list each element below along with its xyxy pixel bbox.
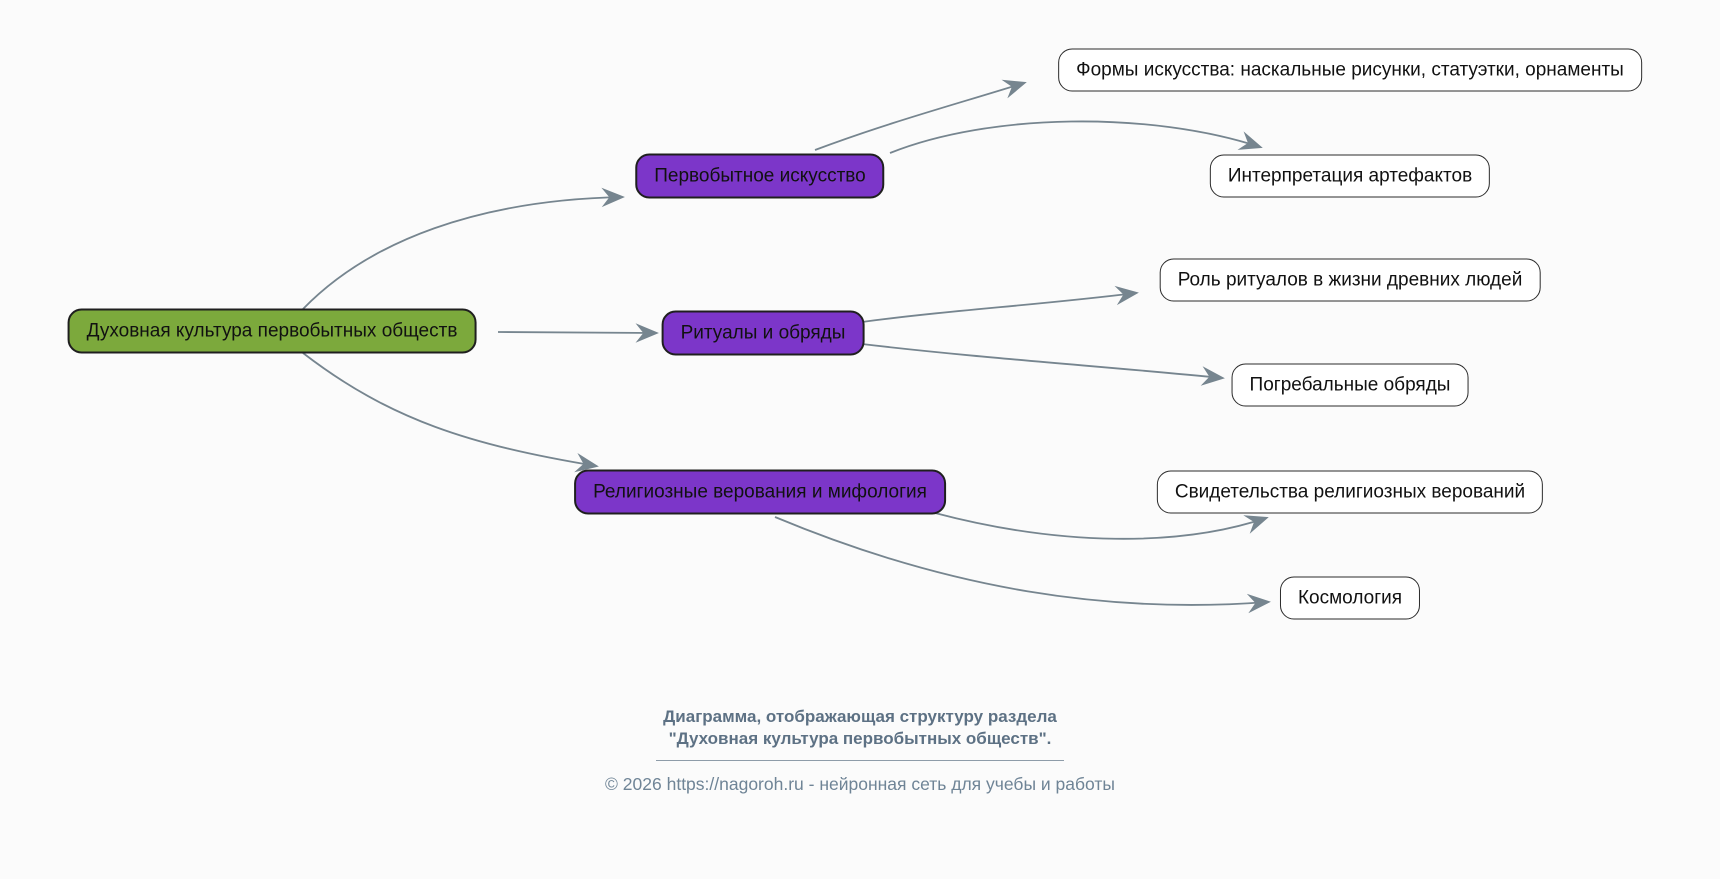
node-religion-cosmology: Космология <box>1280 577 1420 620</box>
caption-line-1: Диаграмма, отображающая структуру раздела <box>663 707 1057 726</box>
edge-religion-evidence <box>935 513 1266 539</box>
caption-block <box>0 706 1720 795</box>
node-art-forms: Формы искусства: наскальные рисунки, статуэтки, орнаменты <box>1058 49 1642 92</box>
edge-root-art <box>303 197 622 309</box>
node-primitive-art: Первобытное искусство <box>635 154 884 199</box>
node-rituals-burial: Погребальные обряды <box>1232 364 1469 407</box>
node-religion: Религиозные верования и мифология <box>574 470 946 515</box>
caption-separator <box>656 760 1064 761</box>
node-root: Духовная культура первобытных обществ <box>68 309 477 354</box>
edge-root-religion <box>303 353 596 466</box>
edge-rituals-role <box>862 293 1136 322</box>
caption-line-2: "Духовная культура первобытных обществ". <box>668 728 1052 748</box>
node-religion-evidence: Свидетельства религиозных верований <box>1157 471 1543 514</box>
edge-rituals-burial <box>862 344 1222 378</box>
node-art-interpretation: Интерпретация артефактов <box>1210 155 1490 198</box>
node-rituals-role: Роль ритуалов в жизни древних людей <box>1160 259 1541 302</box>
edge-art-forms <box>815 83 1024 150</box>
node-rituals: Ритуалы и обряды <box>662 311 865 356</box>
footer-credit: © 2026 https://nagoroh.ru - нейронная сеть для учебы и работы <box>605 773 1115 794</box>
edge-art-interpretation <box>890 121 1260 153</box>
edge-root-rituals <box>498 332 656 333</box>
